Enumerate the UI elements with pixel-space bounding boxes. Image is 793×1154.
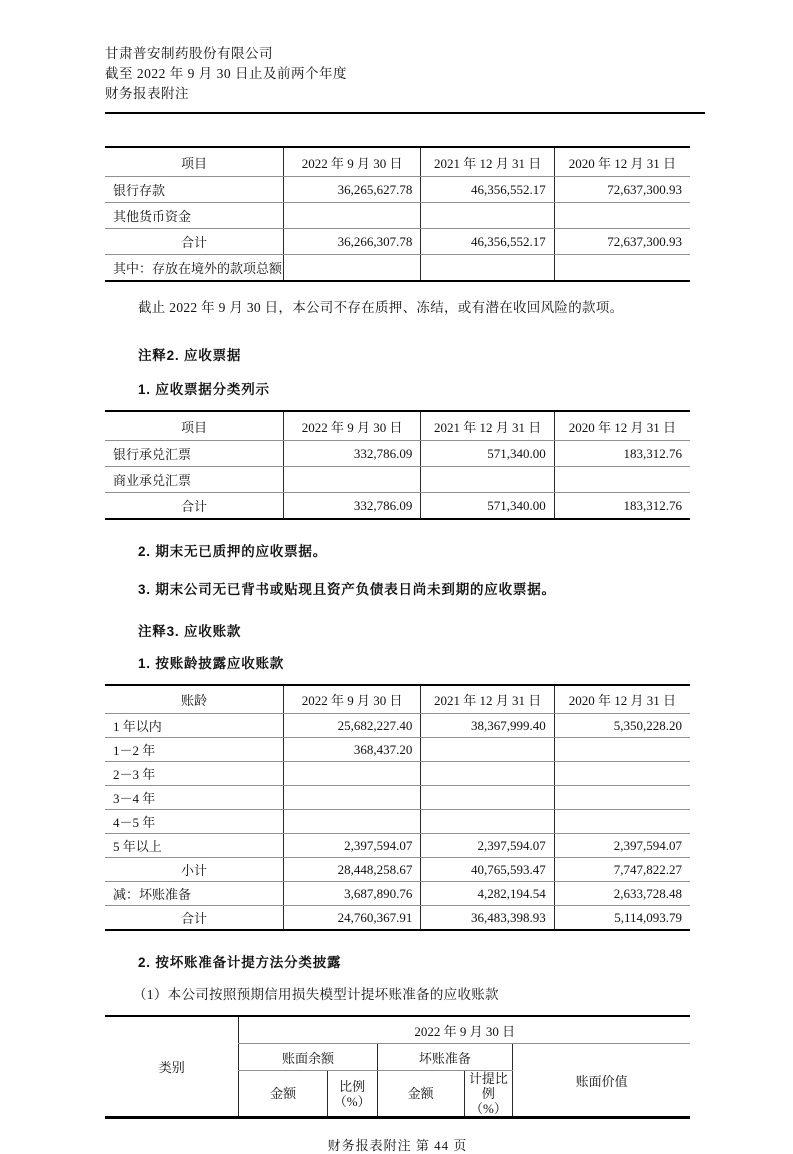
note2-item2: 2. 期末无已质押的应收票据。 — [138, 544, 328, 559]
cell-value — [283, 810, 420, 834]
row-label: 小计 — [105, 858, 283, 882]
col-header: 项目 — [105, 411, 283, 441]
col-header-bad-debt-provision: 坏账准备 — [377, 1044, 513, 1071]
col-header-ratio: 比例（%） — [327, 1071, 377, 1118]
row-label: 其他货币资金 — [105, 203, 283, 229]
table-header-row — [105, 1016, 690, 1044]
table-header-row — [105, 411, 690, 441]
row-label: 2－3 年 — [105, 762, 283, 786]
cell-value: 25,682,227.40 — [283, 714, 420, 738]
col-header: 2021 年 12 月 31 日 — [421, 685, 554, 714]
col-header-book-balance: 账面余额 — [239, 1044, 377, 1071]
cell-value: 3,687,890.76 — [283, 882, 420, 906]
col-header: 2022 年 9 月 30 日 — [283, 147, 420, 177]
cell-value — [421, 203, 554, 229]
cell-value — [554, 203, 690, 229]
report-period: 截至 2022 年 9 月 30 日止及前两个年度 — [105, 66, 347, 81]
col-header: 2021 年 12 月 31 日 — [421, 147, 554, 177]
row-label: 1 年以内 — [105, 714, 283, 738]
cell-value — [421, 810, 554, 834]
cell-value — [283, 786, 420, 810]
table-header-row — [105, 147, 690, 177]
col-header: 2022 年 9 月 30 日 — [283, 411, 420, 441]
cell-value: 72,637,300.93 — [554, 177, 690, 203]
page-content — [105, 44, 690, 1154]
cell-value: 332,786.09 — [283, 441, 420, 467]
table-row — [105, 441, 690, 467]
row-label: 商业承兑汇票 — [105, 467, 283, 493]
col-header: 账龄 — [105, 685, 283, 714]
page-footer: 财务报表附注 第 44 页 — [327, 1138, 468, 1153]
cell-value: 24,760,367.91 — [283, 906, 420, 931]
row-label: 合计 — [105, 229, 283, 255]
col-header-date: 2022 年 9 月 30 日 — [239, 1016, 690, 1044]
table-row — [105, 255, 690, 282]
cell-value — [421, 467, 554, 493]
cell-value — [554, 255, 690, 282]
bad-debt-method-table — [105, 1015, 690, 1119]
cell-value: 368,437.20 — [283, 738, 420, 762]
cell-value: 2,397,594.07 — [421, 834, 554, 858]
cell-value: 183,312.76 — [554, 441, 690, 467]
note3-item2-sub1: （1）本公司按照预期信用损失模型计提坏账准备的应收账款 — [133, 987, 499, 1002]
table-row-subtotal — [105, 858, 690, 882]
table-row-total — [105, 493, 690, 520]
cell-value — [421, 738, 554, 762]
cell-value — [421, 255, 554, 282]
col-header: 2020 年 12 月 31 日 — [554, 147, 690, 177]
document-header — [105, 44, 690, 104]
table-row — [105, 203, 690, 229]
cell-value — [554, 762, 690, 786]
monetary-funds-note: 截止 2022 年 9 月 30 日，本公司不存在质押、冻结，或有潜在收回风险的款项。 — [138, 300, 624, 315]
note2-title: 注释2. 应收票据 — [138, 348, 242, 363]
row-label: 5 年以上 — [105, 834, 283, 858]
table-row — [105, 714, 690, 738]
col-header: 2022 年 9 月 30 日 — [283, 685, 420, 714]
cell-value: 46,356,552.17 — [421, 229, 554, 255]
col-header: 2021 年 12 月 31 日 — [421, 411, 554, 441]
row-label: 合计 — [180, 911, 207, 926]
row-label: 其中：存放在境外的款项总额 — [113, 261, 283, 276]
cell-value: 5,350,228.20 — [554, 714, 690, 738]
monetary-funds-table — [105, 146, 690, 282]
cell-value — [283, 467, 420, 493]
col-header-category: 类别 — [158, 1060, 185, 1075]
row-label: 银行存款 — [105, 177, 283, 203]
col-header: 2020 年 12 月 31 日 — [554, 685, 690, 714]
note2-item3: 3. 期末公司无已背书或贴现且资产负债表日尚未到期的应收票据。 — [138, 582, 556, 597]
cell-value: 571,340.00 — [421, 493, 554, 520]
cell-value: 72,637,300.93 — [554, 229, 690, 255]
cell-value — [283, 203, 420, 229]
note3-title: 注释3. 应收账款 — [138, 624, 242, 639]
cell-value: 183,312.76 — [554, 493, 690, 520]
cell-value — [283, 762, 420, 786]
cell-value — [554, 786, 690, 810]
cell-value — [554, 810, 690, 834]
col-header-amount: 金额 — [239, 1071, 327, 1118]
cell-value: 571,340.00 — [421, 441, 554, 467]
cell-value: 40,765,593.47 — [421, 858, 554, 882]
cell-value: 46,356,552.17 — [421, 177, 554, 203]
cell-value: 332,786.09 — [283, 493, 420, 520]
table-row — [105, 738, 690, 762]
ar-aging-table — [105, 684, 690, 931]
cell-value: 7,747,822.27 — [554, 858, 690, 882]
cell-value: 5,114,093.79 — [554, 906, 690, 931]
company-name: 甘肃普安制药股份有限公司 — [105, 46, 273, 61]
table-row — [105, 834, 690, 858]
cell-value — [554, 467, 690, 493]
col-header-provision-ratio: 计提比例（%） — [464, 1071, 513, 1118]
row-label: 3－4 年 — [105, 786, 283, 810]
table-row-total — [105, 906, 690, 931]
row-label: 1－2 年 — [105, 738, 283, 762]
cell-value — [283, 255, 420, 282]
row-label: 银行承兑汇票 — [105, 441, 283, 467]
cell-value — [554, 738, 690, 762]
table-row — [105, 810, 690, 834]
note3-item1: 1. 按账龄披露应收账款 — [138, 656, 285, 671]
cell-value: 36,265,627.78 — [283, 177, 420, 203]
cell-value — [421, 762, 554, 786]
header-divider — [105, 112, 705, 114]
cell-value: 4,282,194.54 — [421, 882, 554, 906]
notes-receivable-table — [105, 410, 690, 520]
col-header-book-value: 账面价值 — [513, 1044, 690, 1118]
cell-value: 38,367,999.40 — [421, 714, 554, 738]
row-label: 合计 — [180, 499, 207, 514]
col-header-amount: 金额 — [377, 1071, 464, 1118]
table-header-row — [105, 685, 690, 714]
table-row — [105, 467, 690, 493]
table-row-total — [105, 229, 690, 255]
cell-value: 2,397,594.07 — [283, 834, 420, 858]
cell-value: 36,483,398.93 — [421, 906, 554, 931]
table-row — [105, 786, 690, 810]
row-label: 4－5 年 — [105, 810, 283, 834]
cell-value: 2,633,728.48 — [554, 882, 690, 906]
cell-value: 36,266,307.78 — [283, 229, 420, 255]
note3-item2: 2. 按坏账准备计提方法分类披露 — [138, 955, 342, 970]
doc-title: 财务报表附注 — [105, 86, 189, 101]
table-row — [105, 177, 690, 203]
cell-value: 28,448,258.67 — [283, 858, 420, 882]
table-row — [105, 762, 690, 786]
col-header: 2020 年 12 月 31 日 — [554, 411, 690, 441]
table-row — [105, 882, 690, 906]
row-label: 减：坏账准备 — [105, 882, 283, 906]
col-header: 项目 — [105, 147, 283, 177]
cell-value — [421, 786, 554, 810]
cell-value: 2,397,594.07 — [554, 834, 690, 858]
note2-item1: 1. 应收票据分类列示 — [138, 382, 270, 397]
